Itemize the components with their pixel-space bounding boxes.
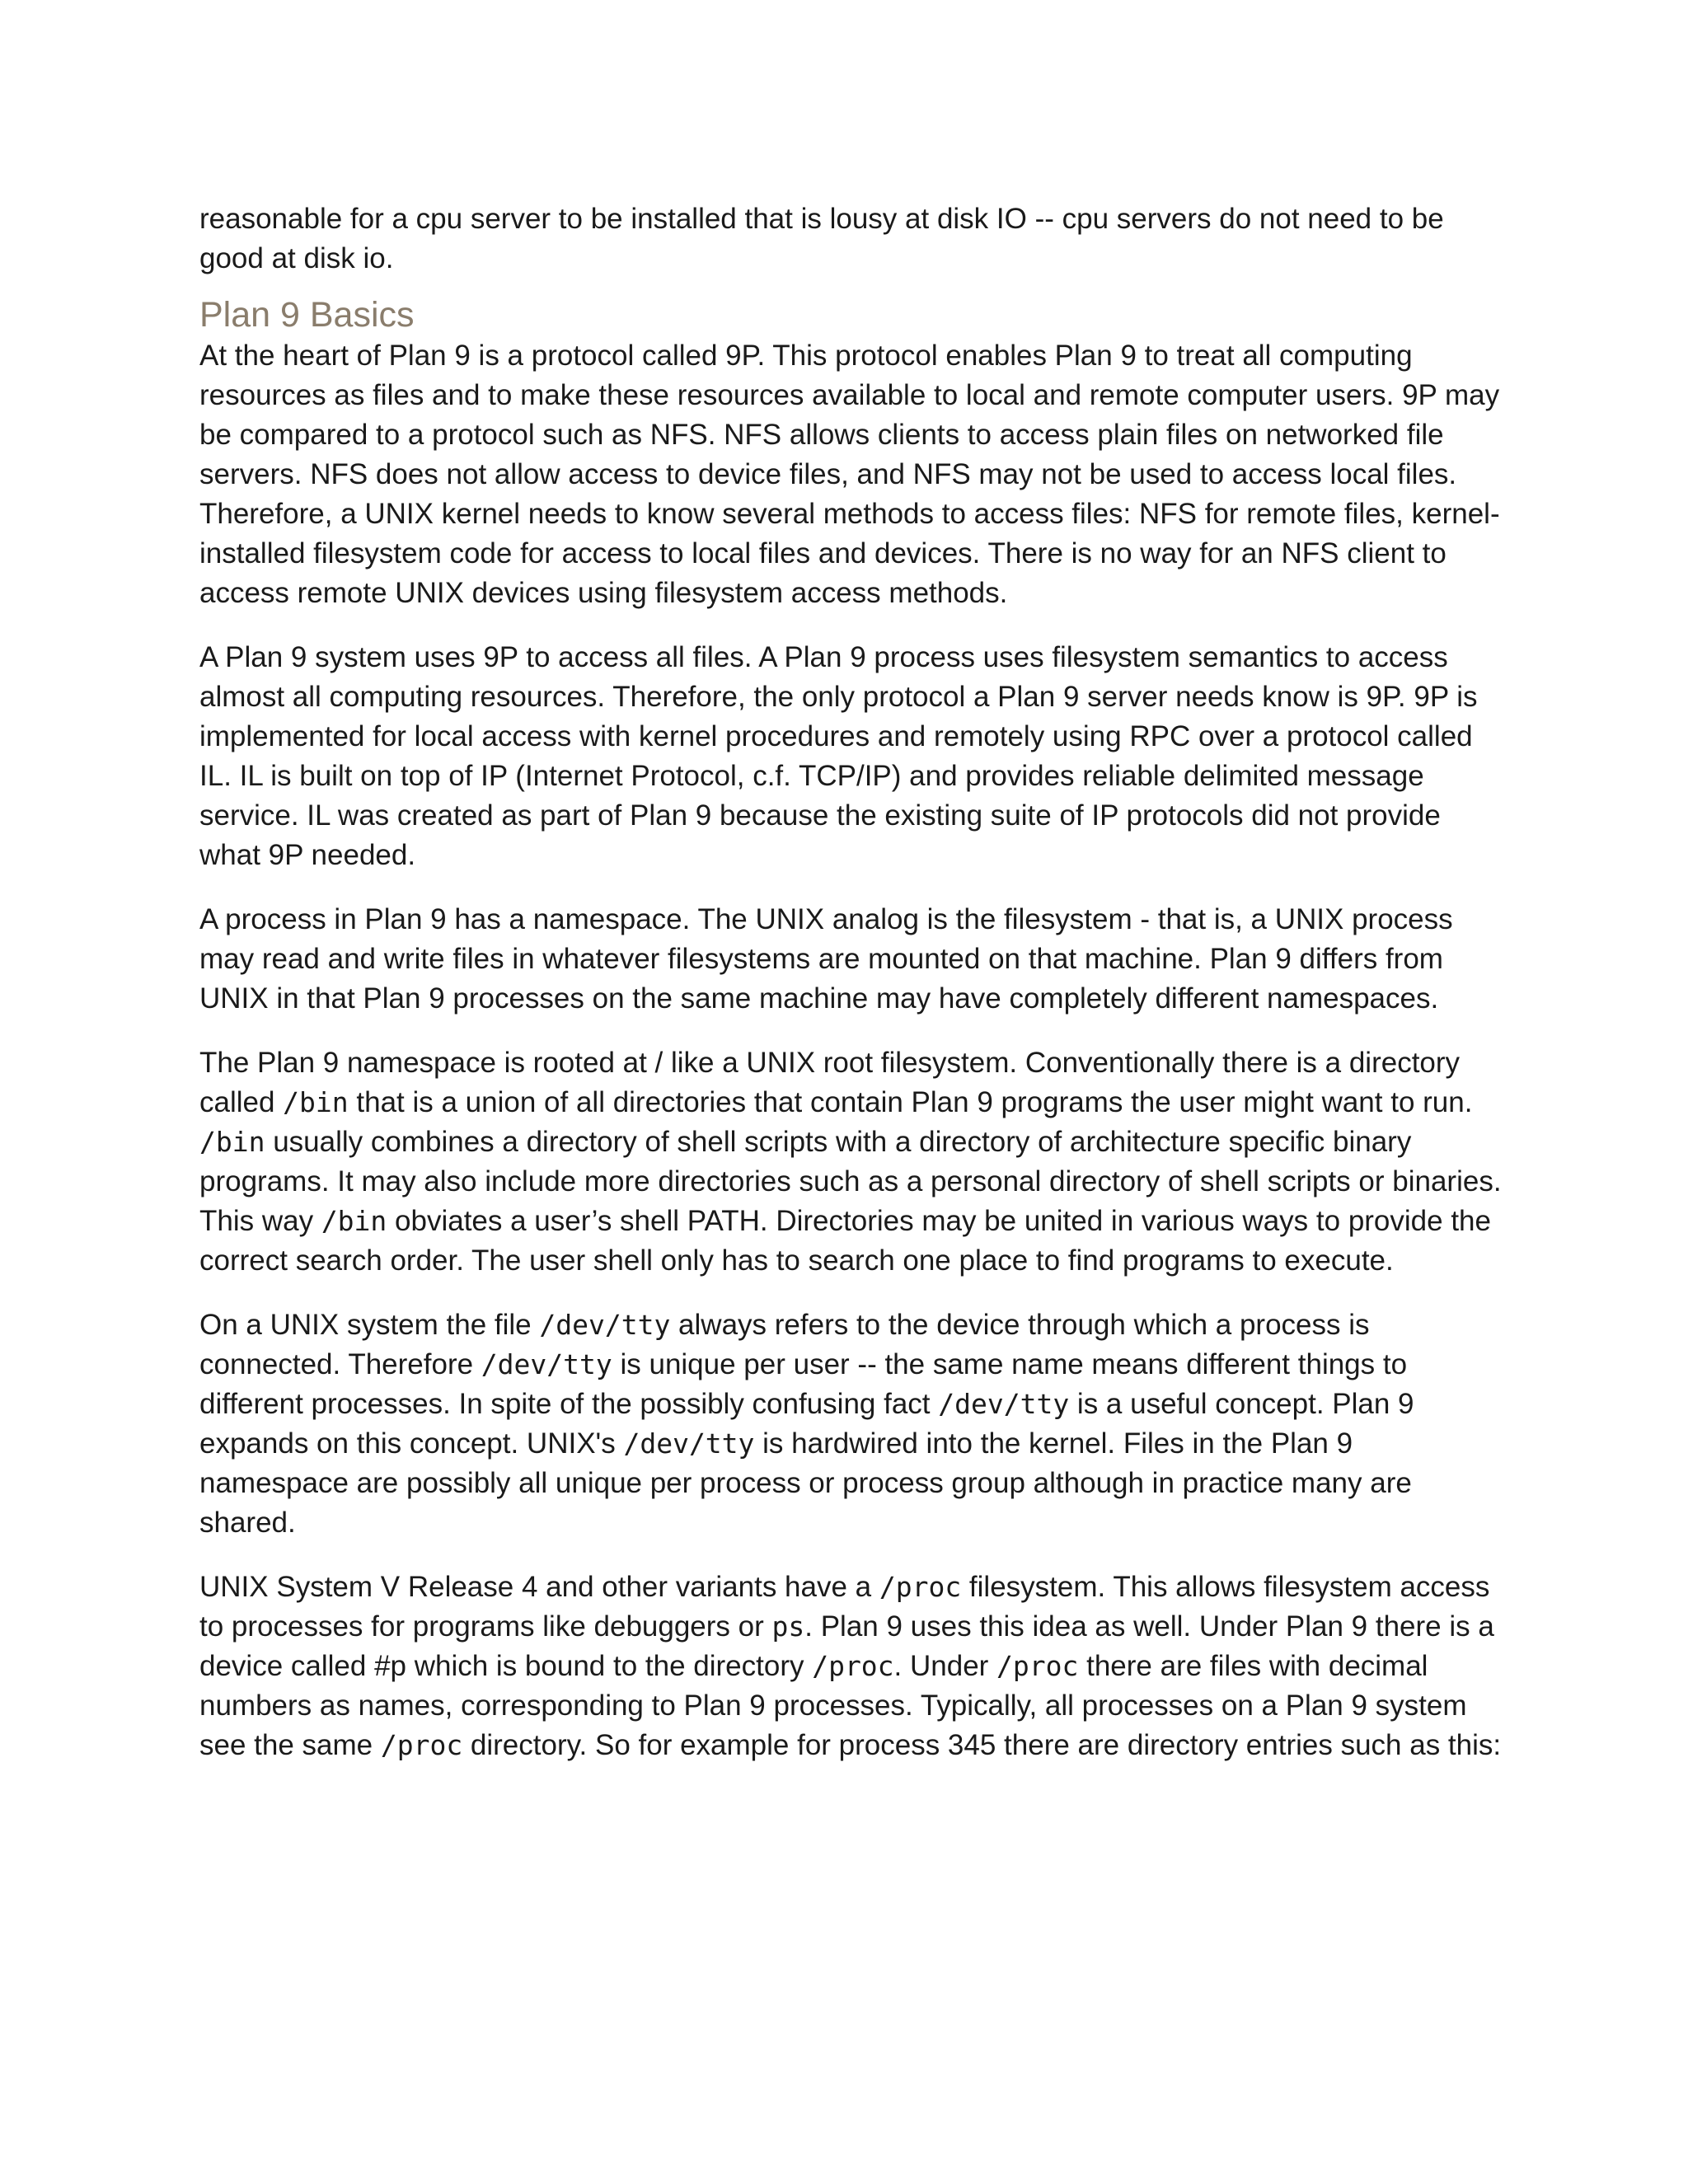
intro-paragraph bbox=[199, 199, 1502, 279]
inline-code: /dev/tty bbox=[938, 1388, 1070, 1420]
document-page bbox=[199, 199, 1502, 1790]
paragraph-9p-protocol bbox=[199, 336, 1502, 613]
inline-code: /bin bbox=[199, 1126, 265, 1158]
text-run: there are files with decimal numbers as names, corresponding to Plan 9 processes. Typically, all processes on a Plan 9 system see the same bbox=[199, 1650, 1467, 1761]
text-run: is unique per user -- the same name means different things to different processes. In spite of the possibly confusing fact bbox=[199, 1348, 1408, 1420]
text-run: UNIX System V Release 4 and other variants have a bbox=[199, 1571, 879, 1603]
inline-code: /proc bbox=[996, 1650, 1079, 1682]
text-run: . Under bbox=[893, 1650, 997, 1682]
inline-code: /bin bbox=[283, 1086, 349, 1118]
inline-code: /bin bbox=[321, 1205, 387, 1237]
text-run: The Plan 9 namespace is rooted at / like a UNIX root filesystem. Conventionally there is a directory called bbox=[199, 1047, 1461, 1118]
text-run: usually combines a directory of shell scripts with a directory of architecture specific binary programs. It may also include more directories such as a personal directory of shell scripts or binaries. This way bbox=[199, 1126, 1502, 1237]
text-run: . Plan 9 uses this idea as well. Under Plan 9 there is a device called #p which is bound to the directory bbox=[199, 1610, 1494, 1682]
paragraph-namespace bbox=[199, 900, 1502, 1019]
inline-code: /dev/tty bbox=[481, 1348, 612, 1380]
text-run: obviates a user’s shell PATH. Directories may be united in various ways to provide the correct search order. The user shell only has to search one place to find programs to execute. bbox=[199, 1205, 1491, 1277]
text-run: that is a union of all directories that contain Plan 9 programs the user might want to run. bbox=[348, 1086, 1473, 1118]
text-run: reasonable for a cpu server to be installed that is lousy at disk IO -- cpu servers do not need to be good at disk io. bbox=[199, 203, 1444, 274]
text-run: A process in Plan 9 has a namespace. The UNIX analog is the filesystem - that is, a UNIX process may read and write files in whatever filesystems are mounted on that machine. Plan 9 differs from UNIX in that Plan 9 processes on the same machine may have completely different namespaces. bbox=[199, 903, 1453, 1015]
text-run: On a UNIX system the file bbox=[199, 1309, 540, 1341]
paragraph-proc-filesystem bbox=[199, 1568, 1502, 1765]
inline-code: /proc bbox=[380, 1729, 463, 1761]
paragraph-dev-tty bbox=[199, 1305, 1502, 1543]
inline-code: /proc bbox=[879, 1571, 962, 1603]
text-run: is hardwired into the kernel. Files in the Plan 9 namespace are possibly all unique per process or process group although in practice many are shared. bbox=[199, 1427, 1412, 1539]
text-run: is a useful concept. Plan 9 expands on this concept. UNIX's bbox=[199, 1388, 1414, 1460]
text-run: always refers to the device through which a process is connected. Therefore bbox=[199, 1309, 1370, 1380]
inline-code: /dev/tty bbox=[539, 1309, 671, 1341]
text-run: filesystem. This allows filesystem access to processes for programs like debuggers or bbox=[199, 1571, 1490, 1643]
section-heading: Plan 9 Basics bbox=[199, 295, 415, 335]
inline-code: /proc bbox=[812, 1650, 894, 1682]
paragraph-bin-union bbox=[199, 1043, 1502, 1281]
paragraph-9p-access bbox=[199, 638, 1502, 875]
text-run: directory. So for example for process 345 there are directory entries such as this: bbox=[462, 1729, 1502, 1761]
inline-code: /dev/tty bbox=[623, 1427, 755, 1460]
inline-code: ps bbox=[771, 1610, 805, 1643]
text-run: At the heart of Plan 9 is a protocol called 9P. This protocol enables Plan 9 to treat all computing resources as files and to make these resources available to local and remote computer users. 9P may be compared to a protocol such as NFS. NFS allows clients to access plain files on networked file servers. NFS does not allow access to device files, and NFS may not be used to access local files. Therefore, a UNIX kernel needs to know several methods to access files: NFS for remote files, kernel-installed filesystem code for access to local files and devices. There is no way for an NFS client to access remote UNIX devices using filesystem access methods. bbox=[199, 340, 1500, 609]
text-run: A Plan 9 system uses 9P to access all files. A Plan 9 process uses filesystem semantics to access almost all computing resources. Therefore, the only protocol a Plan 9 server needs know is 9P. 9P is implemented for local access with kernel procedures and remotely using RPC over a protocol called IL. IL is built on top of IP (Internet Protocol, c.f. TCP/IP) and provides reliable delimited message service. IL was created as part of Plan 9 because the existing suite of IP protocols did not provide what 9P needed. bbox=[199, 641, 1478, 871]
